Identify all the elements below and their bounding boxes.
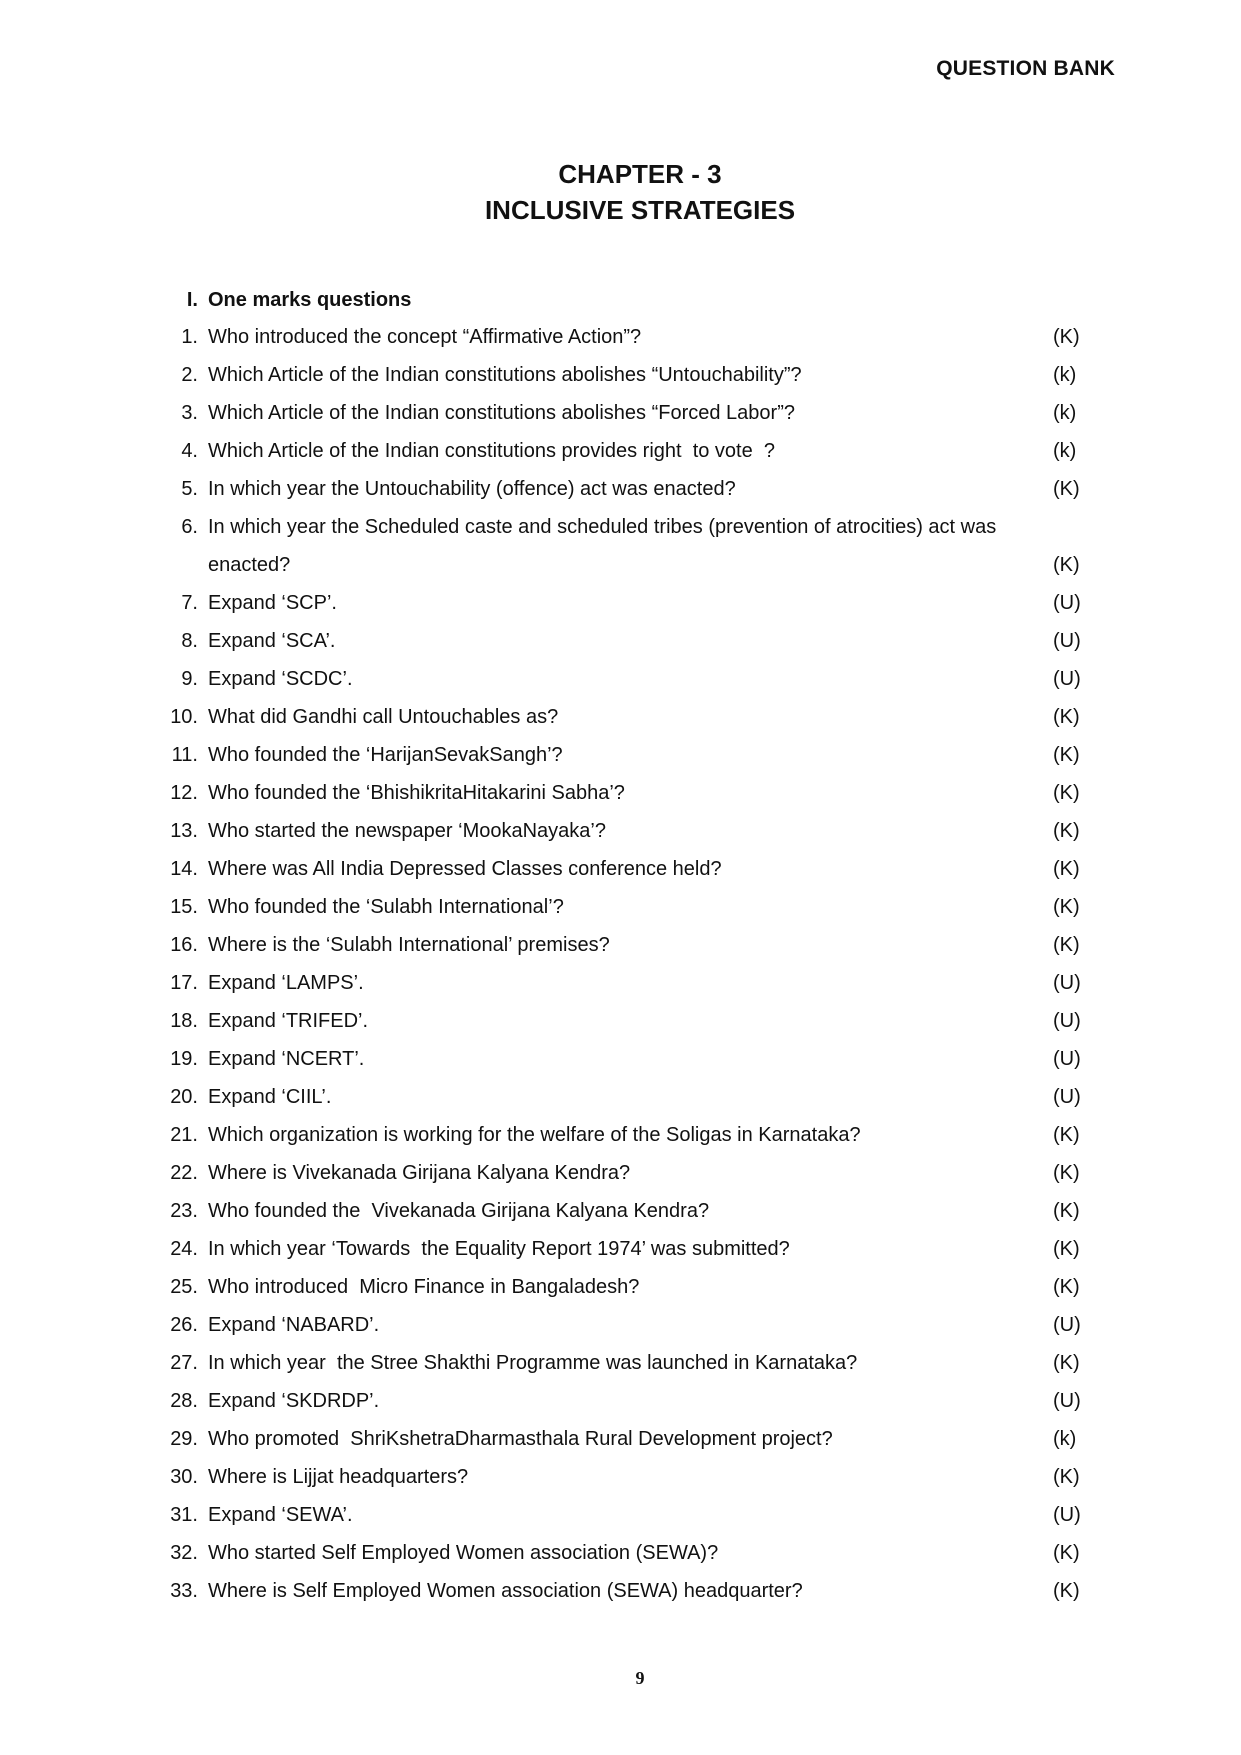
question-list xyxy=(160,318,1105,1610)
question-item xyxy=(160,888,1105,926)
question-item xyxy=(160,1420,1105,1458)
question-number: 4. xyxy=(181,440,198,462)
question-text: Expand ‘SCA’. xyxy=(208,630,336,652)
question-item xyxy=(160,736,1105,774)
question-number: 10. xyxy=(170,706,198,728)
question-number: 28. xyxy=(170,1390,198,1412)
question-mark-type: (k) xyxy=(1053,440,1077,462)
question-mark-type: (k) xyxy=(1053,364,1077,386)
question-mark-type: (U) xyxy=(1053,592,1081,614)
question-item xyxy=(160,1306,1105,1344)
question-text: In which year ‘Towards the Equality Report 1974’ was submitted? xyxy=(208,1238,790,1260)
question-text: Who founded the Vivekanada Girijana Kalyana Kendra? xyxy=(208,1200,710,1222)
question-item xyxy=(160,1572,1105,1610)
question-text: What did Gandhi call Untouchables as? xyxy=(208,706,559,728)
chapter-title: CHAPTER - 3 xyxy=(558,159,722,189)
question-mark-type: (U) xyxy=(1053,1086,1081,1108)
question-mark-type: (K) xyxy=(1053,326,1080,348)
questions-section xyxy=(160,282,1105,1610)
question-text: In which year the Scheduled caste and scheduled tribes (prevention of atrocities) act was enacted? xyxy=(208,516,1002,576)
question-number: 3. xyxy=(181,402,198,424)
question-text: In which year the Untouchability (offence) act was enacted? xyxy=(208,478,736,500)
chapter-titles xyxy=(0,156,1241,228)
question-text: Expand ‘CIIL’. xyxy=(208,1086,332,1108)
question-mark-type: (K) xyxy=(1053,934,1080,956)
question-mark-type: (U) xyxy=(1053,1390,1081,1412)
question-item xyxy=(160,774,1105,812)
question-number: 30. xyxy=(170,1466,198,1488)
question-text: Who introduced the concept “Affirmative Action”? xyxy=(208,326,642,348)
question-mark-type: (U) xyxy=(1053,1048,1081,1070)
question-item xyxy=(160,1230,1105,1268)
question-text: Expand ‘SCDC’. xyxy=(208,668,353,690)
question-mark-type: (K) xyxy=(1053,1276,1080,1298)
question-item xyxy=(160,432,1105,470)
question-mark-type: (U) xyxy=(1053,1010,1081,1032)
question-number: 32. xyxy=(170,1542,198,1564)
question-number: 24. xyxy=(170,1238,198,1260)
question-number: 18. xyxy=(170,1010,198,1032)
question-item xyxy=(160,318,1105,356)
question-mark-type: (K) xyxy=(1053,782,1080,804)
question-mark-type: (K) xyxy=(1053,896,1080,918)
question-text: Which Article of the Indian constitutions abolishes “Untouchability”? xyxy=(208,364,802,386)
question-text: Who introduced Micro Finance in Bangaladesh? xyxy=(208,1276,640,1298)
question-number: 25. xyxy=(170,1276,198,1298)
question-item xyxy=(160,850,1105,888)
question-item xyxy=(160,356,1105,394)
question-number: 7. xyxy=(181,592,198,614)
question-text: Expand ‘SKDRDP’. xyxy=(208,1390,380,1412)
question-mark-type: (K) xyxy=(1053,1124,1080,1146)
question-text: Who started the newspaper ‘MookaNayaka’? xyxy=(208,820,606,842)
question-number: 15. xyxy=(170,896,198,918)
section-roman-numeral: I. xyxy=(186,288,198,311)
question-text: Which Article of the Indian constitutions abolishes “Forced Labor”? xyxy=(208,402,795,424)
question-mark-type: (U) xyxy=(1053,972,1081,994)
question-text: Who founded the ‘HarijanSevakSangh’? xyxy=(208,744,563,766)
question-text: Who promoted ShriKshetraDharmasthala Rural Development project? xyxy=(208,1428,833,1450)
question-item xyxy=(160,812,1105,850)
question-item xyxy=(160,1192,1105,1230)
question-item xyxy=(160,698,1105,736)
question-number: 11. xyxy=(171,744,198,766)
question-item xyxy=(160,1002,1105,1040)
question-number: 14. xyxy=(170,858,198,880)
question-text: Who started Self Employed Women association (SEWA)? xyxy=(208,1542,719,1564)
question-mark-type: (U) xyxy=(1053,1314,1081,1336)
question-mark-type: (K) xyxy=(1053,1200,1080,1222)
question-mark-type: (k) xyxy=(1053,402,1077,424)
question-item xyxy=(160,508,1105,584)
question-number: 9. xyxy=(181,668,198,690)
question-mark-type: (K) xyxy=(1053,1238,1080,1260)
question-number: 12. xyxy=(170,782,198,804)
question-item xyxy=(160,1344,1105,1382)
question-mark-type: (K) xyxy=(1053,858,1080,880)
question-mark-type: (U) xyxy=(1053,1504,1081,1526)
question-number: 23. xyxy=(170,1200,198,1222)
question-number: 8. xyxy=(181,630,198,652)
section-heading-text: One marks questions xyxy=(208,288,412,311)
question-text: Where was All India Depressed Classes conference held? xyxy=(208,858,722,880)
question-item xyxy=(160,926,1105,964)
question-number: 20. xyxy=(170,1086,198,1108)
question-mark-type: (K) xyxy=(1053,1542,1080,1564)
page-number: 9 xyxy=(635,1668,645,1688)
question-mark-type: (K) xyxy=(1053,1580,1080,1602)
question-number: 21. xyxy=(170,1124,198,1146)
question-item xyxy=(160,1154,1105,1192)
question-mark-type: (K) xyxy=(1053,1162,1080,1184)
question-item xyxy=(160,584,1105,622)
question-item xyxy=(160,660,1105,698)
chapter-subtitle: INCLUSIVE STRATEGIES xyxy=(484,195,796,225)
question-number: 19. xyxy=(170,1048,198,1070)
question-item xyxy=(160,1496,1105,1534)
question-text: Expand ‘NCERT’. xyxy=(208,1048,365,1070)
question-item xyxy=(160,1078,1105,1116)
question-text: Expand ‘TRIFED’. xyxy=(208,1010,369,1032)
question-mark-type: (K) xyxy=(1053,1352,1080,1374)
question-number: 2. xyxy=(181,364,198,386)
question-mark-type: (k) xyxy=(1053,1428,1077,1450)
question-mark-type: (U) xyxy=(1053,668,1081,690)
question-number: 5. xyxy=(181,478,198,500)
question-mark-type: (K) xyxy=(1053,554,1080,576)
question-mark-type: (K) xyxy=(1053,478,1080,500)
question-text: Who founded the ‘BhishikritaHitakarini Sabha’? xyxy=(208,782,625,804)
question-item xyxy=(160,1382,1105,1420)
running-header: QUESTION BANK xyxy=(936,57,1115,80)
question-text: Where is Self Employed Women association (SEWA) headquarter? xyxy=(208,1580,803,1602)
question-text: Where is the ‘Sulabh International’ premises? xyxy=(208,934,610,956)
question-item xyxy=(160,622,1105,660)
question-item xyxy=(160,394,1105,432)
question-mark-type: (U) xyxy=(1053,630,1081,652)
question-text: Who founded the ‘Sulabh International’? xyxy=(208,896,564,918)
question-text: In which year the Stree Shakthi Programme was launched in Karnataka? xyxy=(208,1352,858,1374)
question-item xyxy=(160,470,1105,508)
question-text: Where is Lijjat headquarters? xyxy=(208,1466,469,1488)
question-number: 26. xyxy=(170,1314,198,1336)
question-number: 29. xyxy=(170,1428,198,1450)
question-mark-type: (K) xyxy=(1053,820,1080,842)
question-item xyxy=(160,1268,1105,1306)
question-text: Expand ‘SCP’. xyxy=(208,592,337,614)
question-item xyxy=(160,1116,1105,1154)
question-number: 22. xyxy=(170,1162,198,1184)
question-mark-type: (K) xyxy=(1053,744,1080,766)
question-number: 17. xyxy=(170,972,198,994)
question-text: Expand ‘LAMPS’. xyxy=(208,972,364,994)
question-number: 13. xyxy=(170,820,198,842)
question-number: 33. xyxy=(170,1580,198,1602)
question-text: Where is Vivekanada Girijana Kalyana Kendra? xyxy=(208,1162,631,1184)
question-item xyxy=(160,1040,1105,1078)
question-number: 27. xyxy=(170,1352,198,1374)
question-mark-type: (K) xyxy=(1053,1466,1080,1488)
question-item xyxy=(160,1458,1105,1496)
question-item xyxy=(160,1534,1105,1572)
question-number: 1. xyxy=(181,326,198,348)
question-text: Which organization is working for the welfare of the Soligas in Karnataka? xyxy=(208,1124,861,1146)
question-number: 31. xyxy=(170,1504,198,1526)
question-text: Expand ‘SEWA’. xyxy=(208,1504,353,1526)
question-number: 6. xyxy=(181,516,198,538)
question-item xyxy=(160,964,1105,1002)
section-heading xyxy=(160,282,1105,318)
question-text: Which Article of the Indian constitutions provides right to vote ? xyxy=(208,440,775,462)
question-text: Expand ‘NABARD’. xyxy=(208,1314,380,1336)
question-mark-type: (K) xyxy=(1053,706,1080,728)
question-number: 16. xyxy=(170,934,198,956)
